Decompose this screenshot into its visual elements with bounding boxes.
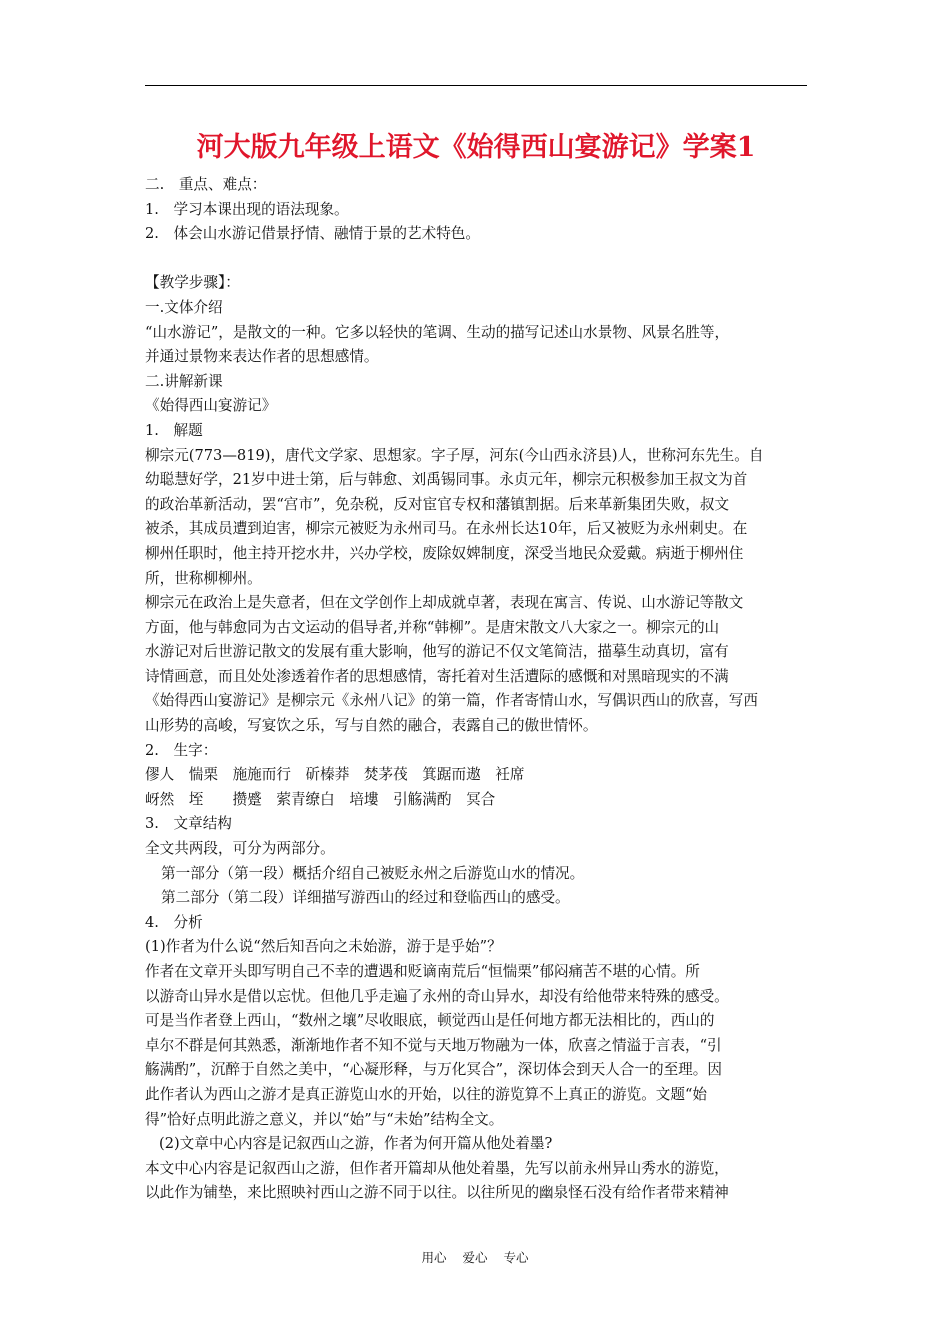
page-footer: 用心 爱心 专心 — [421, 1250, 529, 1265]
paragraph-line: 觞满酌”，沉醉于自然之美中，“心凝形释，与万化冥合”，深切体会到天人合一的至理。因 — [145, 1061, 722, 1079]
question: (2)文章中心内容是记叙西山之游，作者为何开篇从他处着墨? — [159, 1135, 553, 1153]
paragraph-line: 第二部分（第二段）详细描写游西山的经过和登临西山的感受。 — [161, 889, 570, 907]
section-heading: 【教学步骤】： — [145, 274, 240, 292]
paragraph-line: 方面，他与韩愈同为古文运动的倡导者,并称“韩柳”。是唐宋散文八大家之一。柳宗元的山 — [145, 618, 720, 636]
paragraph-line: 诗情画意，而且处处渗透着作者的思想感情，寄托着对生活遭际的感慨和对黑暗现实的不满 — [145, 667, 729, 685]
paragraph-line: 本文中心内容是记叙西山之游，但作者开篇却从他处着墨，先写以前永州异山秀水的游览， — [145, 1159, 729, 1177]
paragraph-line: 的政治革新活动，罢“宫市”，免杂税，反对宦官专权和藩镇割据。后来革新集团失败，叔文 — [145, 495, 730, 513]
paragraph-line: 第一部分（第一段）概括介绍自己被贬永州之后游览山水的情况。 — [161, 864, 585, 882]
paragraph-line: 柳州任职时，他主持开挖水井，兴办学校，废除奴婢制度，深受当地民众爱戴。病逝于柳州住 — [145, 544, 744, 562]
paragraph-line: 柳宗元在政治上是失意者，但在文学创作上却成就卓著，表现在寓言、传说、山水游记等散文 — [145, 594, 744, 612]
vocab-line: 僇人 惴栗 施施而行 斫榛莽 焚茅茷 箕踞而遨 衽席 — [145, 766, 525, 784]
paragraph-line: 卓尔不群是何其熟悉，渐渐地作者不知不觉与天地万物融为一体，欣喜之情溢于言表，“引 — [145, 1036, 722, 1054]
paragraph-line: 山形势的高峻，写宴饮之乐，写与自然的融合，表露自己的傲世情怀。 — [145, 717, 598, 735]
blank-line — [145, 247, 807, 272]
paragraph-line: 被杀，其成员遭到迫害，柳宗元被贬为永州司马。在永州长达10年，后又被贬为永州刺史。在 — [145, 520, 748, 538]
subsection-heading: 2. 生字： — [145, 741, 218, 759]
subsection-heading: 3. 文章结构 — [145, 815, 232, 833]
paragraph-line: 得”恰好点明此游之意义，并以“始”与“未始”结构全文。 — [145, 1110, 504, 1128]
paragraph-line: 可是当作者登上西山，“数州之壤”尽收眼底，顿觉西山是任何地方都无法相比的，西山的 — [145, 1012, 715, 1030]
lesson-title: 《始得西山宴游记》 — [145, 397, 277, 415]
paragraph-line: 所，世称柳柳州。 — [145, 569, 262, 587]
header-rule — [145, 85, 807, 86]
document-body — [145, 173, 807, 1206]
section-heading: 一.文体介绍 — [145, 298, 223, 316]
paragraph-line: “山水游记”，是散文的一种。它多以轻快的笔调、生动的描写记述山水景物、风景名胜等， — [145, 323, 730, 341]
paragraph-line: 此作者认为西山之游才是真正游览山水的开始，以往的游览算不上真正的游览。文题“始 — [145, 1085, 708, 1103]
list-item: 1. 学习本课出现的语法现象。 — [145, 200, 349, 218]
paragraph-line: 作者在文章开头即写明自己不幸的遭遇和贬谪南荒后“恒惴栗”郁闷痛苦不堪的心情。所 — [145, 963, 700, 980]
subsection-heading: 4. 分析 — [145, 913, 203, 931]
paragraph-line: 水游记对后世游记散文的发展有重大影响，他写的游记不仅文笔简洁，描摹生动真切，富有 — [145, 643, 729, 661]
paragraph-line: 柳宗元(773—819)，唐代文学家、思想家。字子厚，河东(今山西永济县)人，世称河东先生。自 — [145, 446, 764, 464]
paragraph-line: 幼聪慧好学，21岁中进士第，后与韩愈、刘禹锡同事。永贞元年，柳宗元积极参加王叔文为首 — [145, 471, 748, 489]
list-item: 2. 体会山水游记借景抒情、融情于景的艺术特色。 — [145, 225, 480, 243]
paragraph-line: 并通过景物来表达作者的思想感情。 — [145, 348, 379, 366]
paragraph-line: 《始得西山宴游记》是柳宗元《永州八记》的第一篇，作者寄情山水，写偶识西山的欣喜，写西 — [145, 692, 758, 710]
paragraph-line: 以游奇山异水是借以忘忧。但他几乎走遍了永州的奇山异水，却没有给他带来特殊的感受。 — [145, 987, 729, 1005]
question: (1)作者为什么说“然后知吾向之未始游，游于是乎始”？ — [145, 938, 502, 956]
subsection-heading: 1. 解题 — [145, 421, 203, 439]
paragraph-line: 全文共两段，可分为两部分。 — [145, 840, 335, 858]
paragraph-line: 以此作为铺垫，来比照映衬西山之游不同于以往。以往所见的幽泉怪石没有给作者带来精神 — [145, 1184, 729, 1202]
vocab-line: 岈然 垤 攒蹙 萦青缭白 培塿 引觞满酌 冥合 — [145, 790, 496, 808]
section-heading: 二. 重点、难点： — [145, 176, 267, 193]
section-heading: 二.讲解新课 — [145, 372, 223, 390]
document-title: 河大版九年级上语文《始得西山宴游记》学案1 — [196, 132, 756, 163]
